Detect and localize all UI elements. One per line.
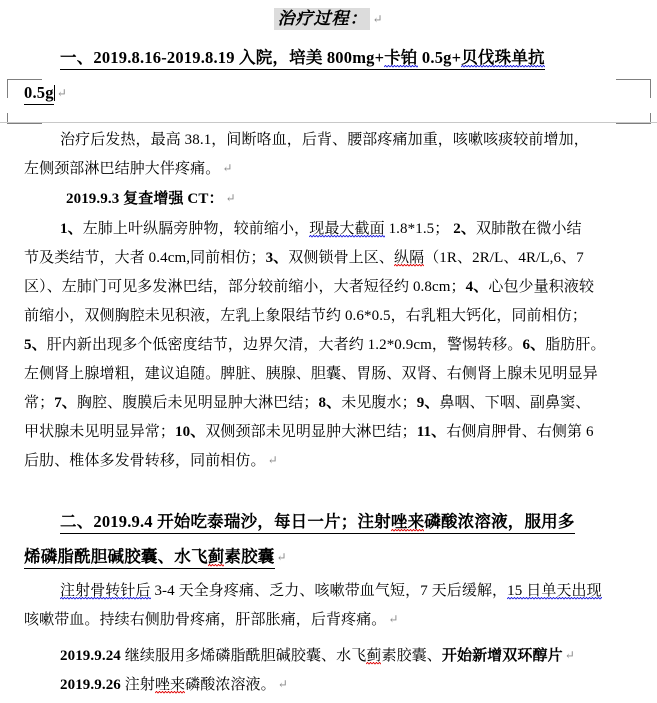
ct-finding-3-text-b: （1R、2R/L、4R/L,6、7: [424, 250, 584, 266]
pilcrow-mark: ↵: [277, 677, 288, 691]
section-1-heading-line-2-text: 0.5g: [24, 83, 54, 102]
ct-finding-6-text-c: 常；: [24, 395, 55, 411]
ct-finding-3-text-c: 区）、左肺门可见多发淋巴结，部分较前缩小，大者短径约 0.8cm；: [24, 279, 466, 295]
ct-subheading-text: 2019.9.3 复查增强 CT：: [66, 191, 224, 207]
spell-error-zongge: 纵隔: [393, 250, 425, 266]
grammar-error-beifazhudankang: 贝伐珠单抗: [461, 48, 545, 67]
ct-finding-4-text-b: 前缩小，双侧胸腔未见积液，左乳上象限结节约 0.6*0.5，右乳粗大钙化，同前相仿；: [24, 308, 587, 324]
pilcrow-mark: ↵: [56, 86, 67, 100]
medication-log-entry-2: [60, 678, 288, 693]
section-2-heading-line-2-text-b: 素胶囊: [224, 547, 275, 566]
medication-date-1: 2019.9.24: [60, 648, 125, 664]
pilcrow-mark: ↵: [222, 161, 233, 175]
section-1-heading-line-1: [60, 50, 545, 67]
ct-item-number-5: 5、: [24, 337, 47, 353]
medication-new-drug-1: 开始新增双环醇片: [441, 648, 563, 664]
ct-finding-8-text: 未见腹水；: [341, 395, 417, 411]
paragraph-symptoms-line-2-text: 左侧颈部淋巴结肿大伴疼痛。: [24, 161, 221, 177]
grammar-error-15ri-danitian: 15 日单天出现: [507, 583, 602, 599]
section-2-heading-line-2-underline: [24, 547, 275, 569]
section-2-paragraph-text-a: 3-4 天全身疼痛、乏力、咳嗽带血气短，7 天后缓解，: [150, 583, 508, 599]
spell-error-ji-heading: 蓟: [207, 547, 225, 566]
ct-item-number-10: 10、: [175, 424, 206, 440]
section-1-heading-text-a: 一、2019.8.16-2019.8.19 入院，培美 800mg+: [60, 48, 385, 67]
section-1-heading-line-2-underline: [24, 83, 54, 105]
ct-item-number-8: 8、: [318, 395, 342, 411]
ct-item-number-1: 1、: [60, 221, 83, 237]
section-2-heading-underline: [60, 512, 575, 534]
pilcrow-mark: ↵: [276, 550, 287, 564]
section-2-paragraph-text-b: 咳嗽带血。持续右侧肋骨疼痛，肝部胀痛，后背疼痛。: [24, 612, 387, 628]
ct-item-number-9: 9、: [416, 395, 440, 411]
medication-text-1b: 素胶囊、: [381, 648, 442, 664]
ct-finding-line-8: [24, 425, 594, 440]
ct-finding-4-text-a: 心包少量积液较: [488, 279, 595, 295]
pilcrow-mark: ↵: [225, 191, 236, 205]
ct-finding-6-text-b: 左侧肾上腺增粗，建议追随。脾脏、胰腺、胆囊、胃肠、双肾、右侧肾上腺未见明显异: [24, 366, 598, 382]
ct-finding-6-text-a: 脂肪肝。: [545, 337, 606, 353]
ct-finding-1-text-b: 1.8*1.5；: [384, 221, 454, 237]
ct-finding-9-text-b: 甲状腺未见明显异常；: [24, 424, 176, 440]
medication-text-1a: 继续服用多烯磷脂酰胆碱胶囊、水飞: [124, 648, 367, 664]
grammar-error-xianzuidajiemian: 现最大截面: [309, 221, 385, 237]
ct-subheading: [66, 192, 236, 207]
grammar-error-kabo: 卡铂: [384, 48, 418, 67]
ct-finding-2-text-a: 双肺散在微小结: [475, 221, 582, 237]
ct-finding-line-3: [24, 280, 594, 295]
grammar-error-zhusheguzhuanzhenhou: 注射骨转针后: [60, 583, 151, 599]
ct-item-number-3: 3、: [265, 250, 289, 266]
ct-finding-line-9: [24, 454, 278, 469]
page-title: [0, 10, 657, 28]
medication-log-entry-1: [60, 649, 575, 664]
pilcrow-mark: ↵: [388, 612, 399, 626]
ct-finding-1-text-a: 左肺上叶纵膈旁肿物，较前缩小，: [82, 221, 310, 237]
medication-text-2b: 磷酸浓溶液。: [185, 677, 276, 693]
pilcrow-mark: ↵: [267, 453, 278, 467]
ct-item-number-11: 11、: [416, 424, 447, 440]
spell-error-ji-entry1: 蓟: [366, 648, 382, 664]
paragraph-symptoms-line-2: [24, 162, 232, 177]
ct-finding-9-text-a: 鼻咽、下咽、副鼻窦、: [439, 395, 591, 411]
ct-finding-11-text-a: 右侧肩胛骨、右侧第 6: [446, 424, 594, 440]
section-divider-rule: [0, 122, 657, 123]
ct-finding-2-text-b: 节及类结节，大者 0.4cm,同前相仿；: [24, 250, 266, 266]
ct-finding-7-text: 胸腔、腹膜后未见明显肿大淋巴结；: [76, 395, 319, 411]
section-2-paragraph-line-2: [24, 613, 399, 628]
section-1-heading-text-b: 0.5g+: [417, 48, 462, 67]
pilcrow-mark: ↵: [372, 12, 383, 26]
ct-finding-line-6: [24, 367, 598, 382]
ct-finding-10-text: 双侧颈部未见明显肿大淋巴结；: [205, 424, 417, 440]
spell-error-zuolai-heading: 唑来: [390, 512, 425, 531]
ct-item-number-6: 6、: [522, 337, 546, 353]
paragraph-symptoms-line-1: [60, 133, 589, 148]
section-2-heading-text-a: 二、2019.9.4 开始吃泰瑞沙，每日一片；注射: [60, 512, 391, 531]
page-title-text: 治疗过程：: [274, 8, 370, 30]
ct-finding-line-4: [24, 309, 587, 324]
ct-item-number-2: 2、: [453, 221, 476, 237]
section-2-heading-line-2: [24, 549, 287, 566]
ct-finding-line-7: [24, 396, 590, 411]
ct-item-number-7: 7、: [54, 395, 77, 411]
ct-finding-11-text-b: 后肋、椎体多发骨转移，同前相仿。: [24, 453, 266, 469]
section-2-heading-line-1: [60, 514, 575, 531]
ct-finding-5-text-a: 肝内新出现多个低密度结节，边界欠清，大者约 1.2*0.9cm，警惕转移。: [46, 337, 523, 353]
section-2-heading-text-b: 磷酸浓溶液，服用多: [424, 512, 575, 531]
section-1-heading-underline: [60, 48, 545, 70]
ct-finding-line-2: [24, 251, 584, 266]
ct-finding-line-5: [24, 338, 606, 353]
paragraph-symptoms-line-1-text: 治疗后发热，最高 38.1，间断咯血，后背、腰部疼痛加重，咳嗽咳痰较前增加，: [60, 132, 589, 148]
pilcrow-mark: ↵: [564, 648, 575, 662]
ct-item-number-4: 4、: [465, 279, 489, 295]
medication-date-2: 2019.9.26: [60, 677, 125, 693]
section-2-heading-line-2-text-a: 烯磷脂酰胆碱胶囊、水飞: [24, 547, 208, 566]
section-1-heading-line-2: [24, 85, 67, 102]
text-boundary-mark-top-right: [616, 79, 651, 98]
ct-finding-3-text-a: 双侧锁骨上区、: [288, 250, 394, 266]
section-2-paragraph-line-1: [60, 584, 602, 599]
ct-finding-line-1: [60, 222, 582, 237]
spell-error-zuolai-entry2: 唑来: [154, 677, 186, 693]
medication-text-2a: 注射: [124, 677, 155, 693]
